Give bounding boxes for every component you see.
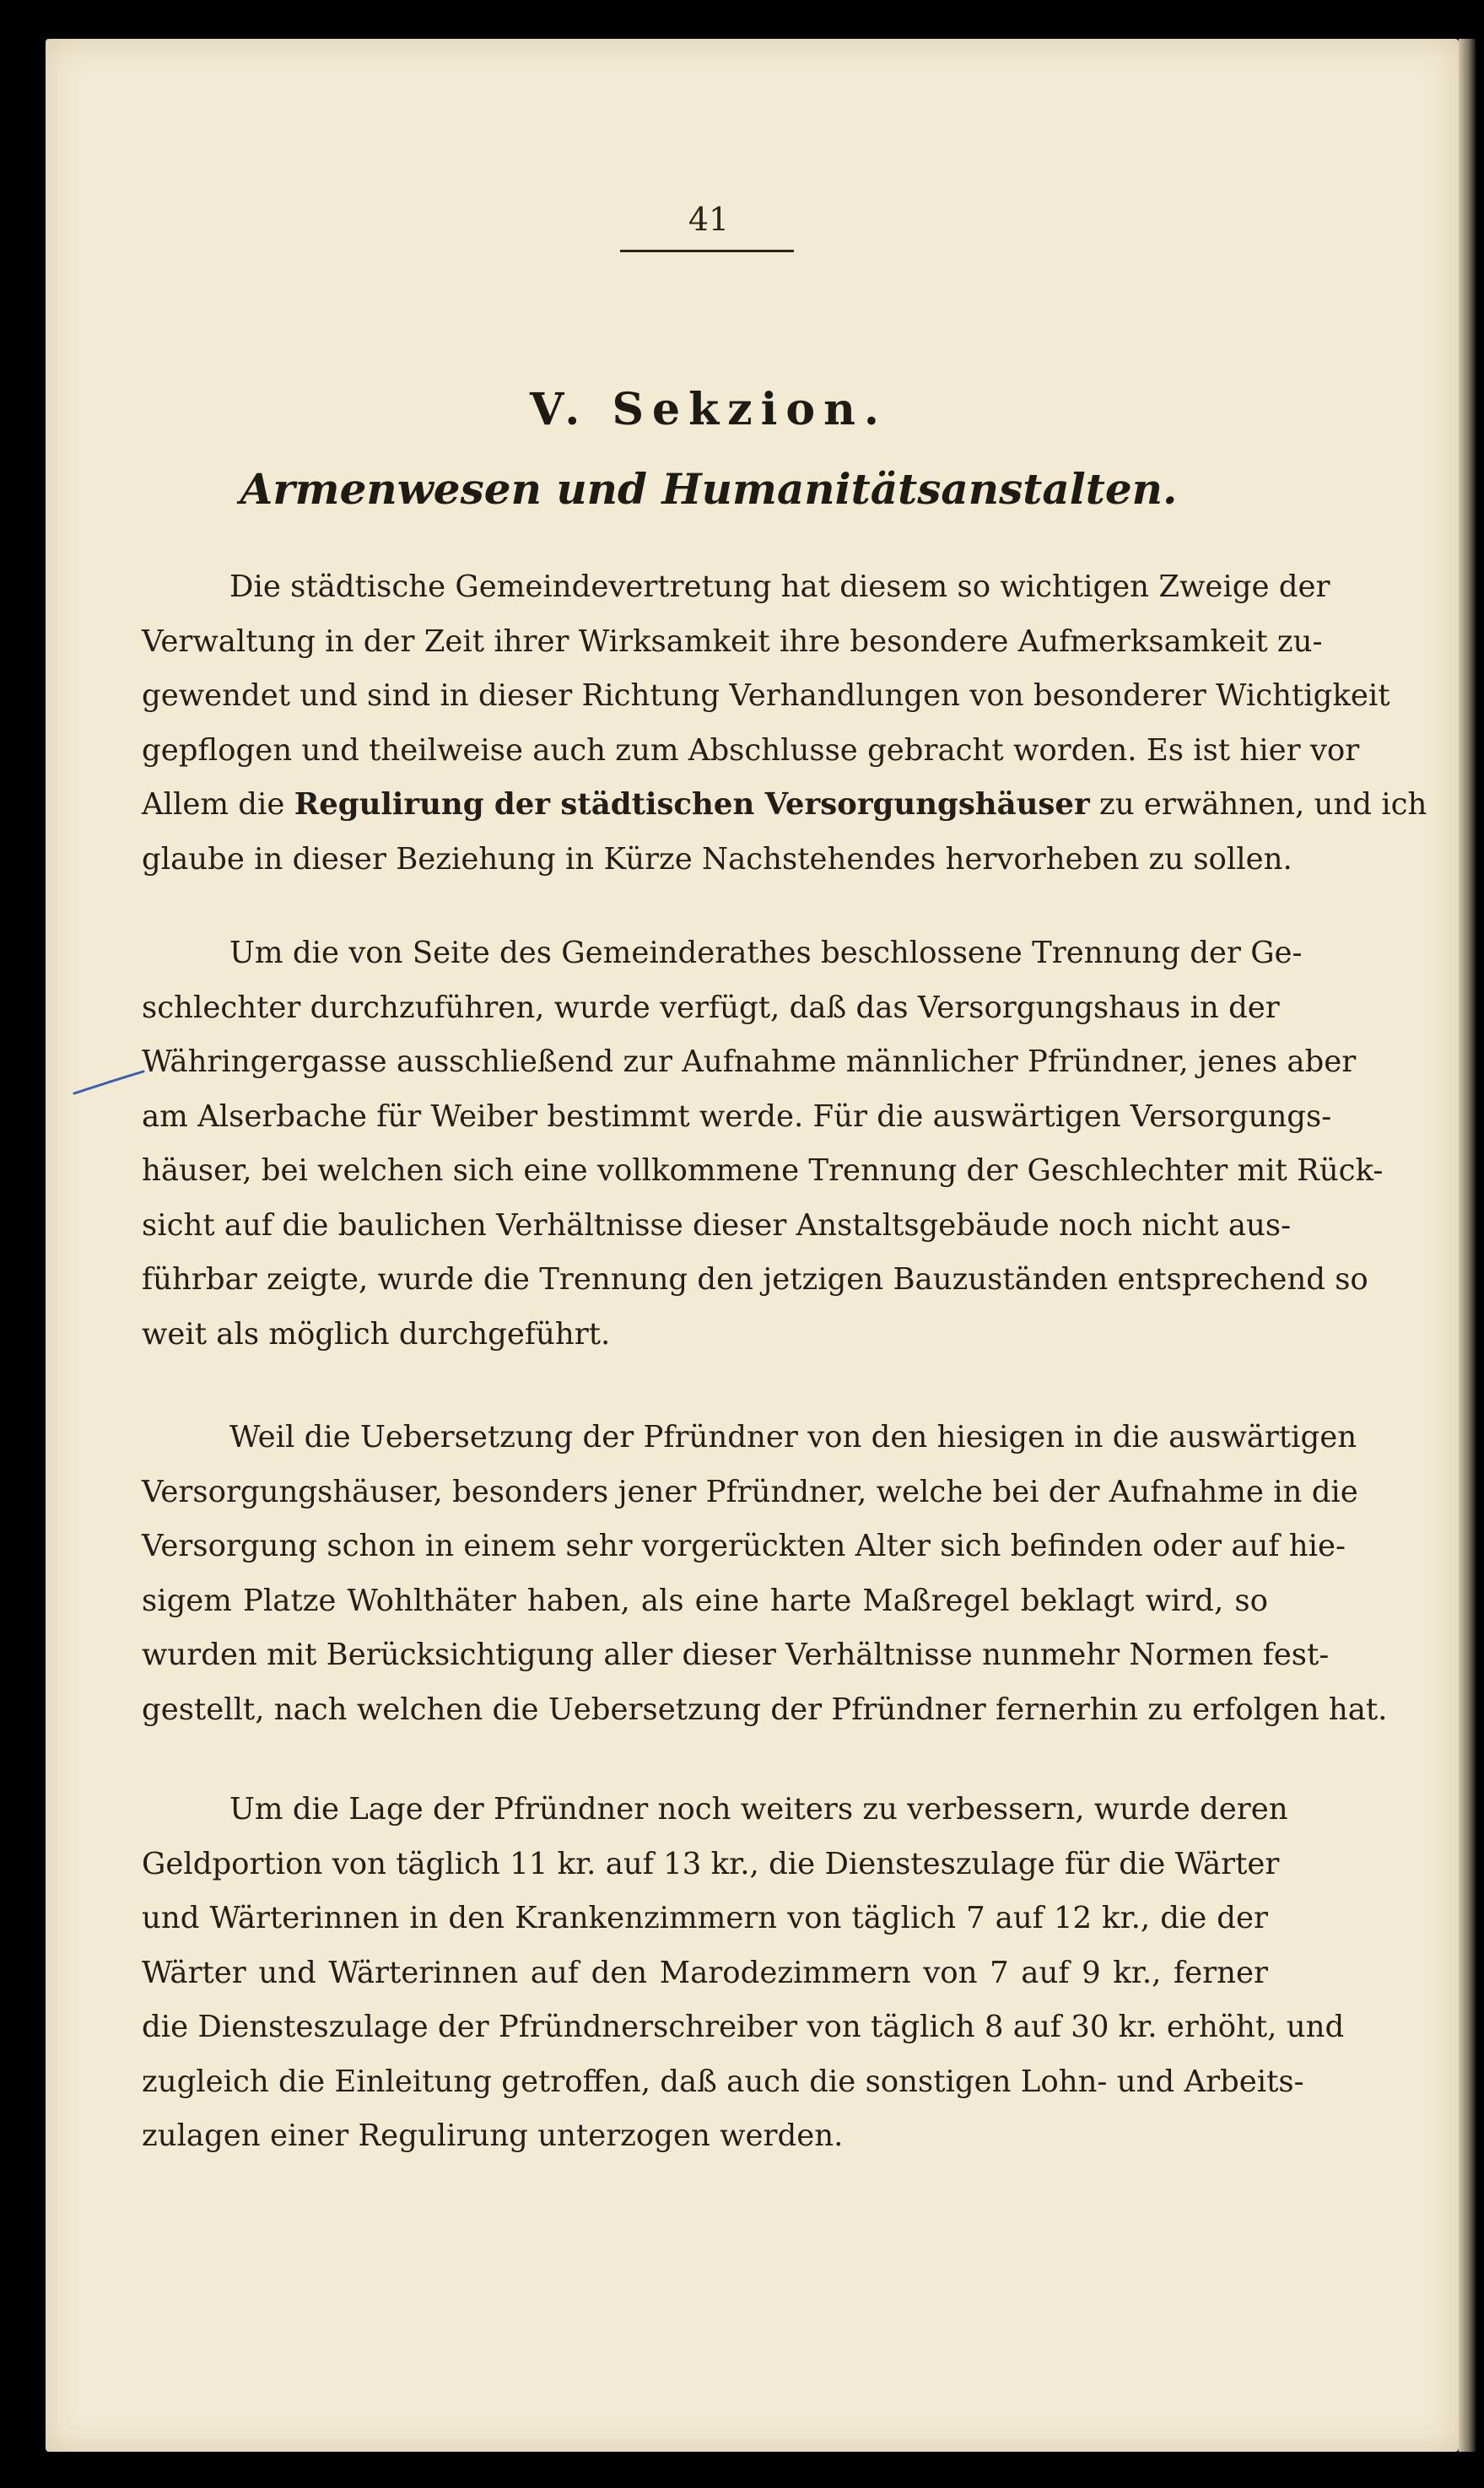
text-segment: Allem die <box>142 787 294 822</box>
page-number: 41 <box>688 201 730 238</box>
page-edge-shadow <box>1459 39 1476 2452</box>
text-line: gestellt, nach welchen die Uebersetzung der Pfründner fernerhin zu erfolgen hat. <box>142 1692 1388 1727</box>
text-line: Weil die Uebersetzung der Pfründner von den hiesigen in die auswärtigen <box>229 1420 1357 1454</box>
text-line: Um die Lage der Pfründner noch weiters zu verbessern, wurde deren <box>229 1792 1288 1827</box>
paragraph-1 <box>142 560 1427 887</box>
pen-stroke <box>74 1071 143 1093</box>
text-line: sigem Platze Wohlthäter haben, als eine harte Maßregel beklagt wird, so <box>142 1583 1268 1618</box>
emphasized-phrase: Regulirung der städtischen Versorgungshäuser <box>294 787 1090 822</box>
text-segment: zu erwähnen, und ich <box>1089 787 1427 822</box>
text-line: führbar zeigte, wurde die Trennung den jetzigen Bauzuständen entsprechend so <box>142 1262 1368 1297</box>
text-line: gepflogen und theilweise auch zum Abschlusse gebracht worden. Es ist hier vor <box>142 732 1360 768</box>
paragraph-2 <box>142 926 1384 1362</box>
text-line: Währingergasse ausschließend zur Aufnahme männlicher Pfründner, jenes aber <box>142 1044 1357 1079</box>
text-line: gewendet und sind in dieser Richtung Verhandlungen von besonderer Wichtigkeit <box>142 678 1390 713</box>
text-line: Geldportion von täglich 11 kr. auf 13 kr., die Diensteszulage für die Wärter <box>142 1846 1280 1881</box>
text-line: und Wärterinnen in den Krankenzimmern von täglich 7 auf 12 kr., die der <box>142 1901 1268 1935</box>
text-line: Wärter und Wärterinnen auf den Marodezimmern von 7 auf 9 kr., ferner <box>142 1955 1268 1990</box>
text-line: am Alserbache für Weiber bestimmt werde. Für die auswärtigen Versorgungs- <box>142 1098 1332 1134</box>
text-line-emphasis <box>142 778 1427 833</box>
page-number-rule <box>620 250 794 252</box>
text-line: schlechter durchzuführen, wurde verfügt, daß das Versorgungshaus in der <box>142 990 1280 1025</box>
text-line: Die städtische Gemeindevertretung hat diesem so wichtigen Zweige der <box>229 569 1330 604</box>
text-line: weit als möglich durchgeführt. <box>142 1316 611 1352</box>
text-line: die Diensteszulage der Pfründnerschreiber von täglich 8 auf 30 kr. erhöht, und <box>142 2010 1345 2044</box>
paragraph-4 <box>142 1783 1345 2164</box>
text-line: zulagen einer Regulirung unterzogen werden. <box>142 2118 844 2153</box>
text-line: Um die von Seite des Gemeinderathes beschlossene Trennung der Ge- <box>229 936 1303 970</box>
section-title: V. Sekzion. <box>529 384 888 435</box>
text-line: wurden mit Berücksichtigung aller dieser Verhältnisse nunmehr Normen fest- <box>142 1638 1330 1672</box>
text-line: glaube in dieser Beziehung in Kürze Nachstehendes hervorheben zu sollen. <box>142 841 1292 877</box>
pen-mark-annotation <box>71 1065 147 1098</box>
text-line: sicht auf die baulichen Verhältnisse dieser Anstaltsgebäude noch nicht aus- <box>142 1207 1292 1243</box>
text-line: Verwaltung in der Zeit ihrer Wirksamkeit ihre besondere Aufmerksamkeit zu- <box>142 623 1323 659</box>
paragraph-3 <box>142 1411 1388 1737</box>
section-subtitle: Armenwesen und Humanitätsanstalten. <box>240 464 1178 514</box>
text-line: häuser, bei welchen sich eine vollkommene Trennung der Geschlechter mit Rück- <box>142 1153 1384 1188</box>
text-line: Versorgungshäuser, besonders jener Pfründner, welche bei der Aufnahme in die <box>142 1474 1358 1509</box>
text-line: Versorgung schon in einem sehr vorgerückten Alter sich befinden oder auf hie- <box>142 1529 1346 1563</box>
text-line: zugleich die Einleitung getroffen, daß auch die sonstigen Lohn- und Arbeits- <box>142 2064 1304 2099</box>
